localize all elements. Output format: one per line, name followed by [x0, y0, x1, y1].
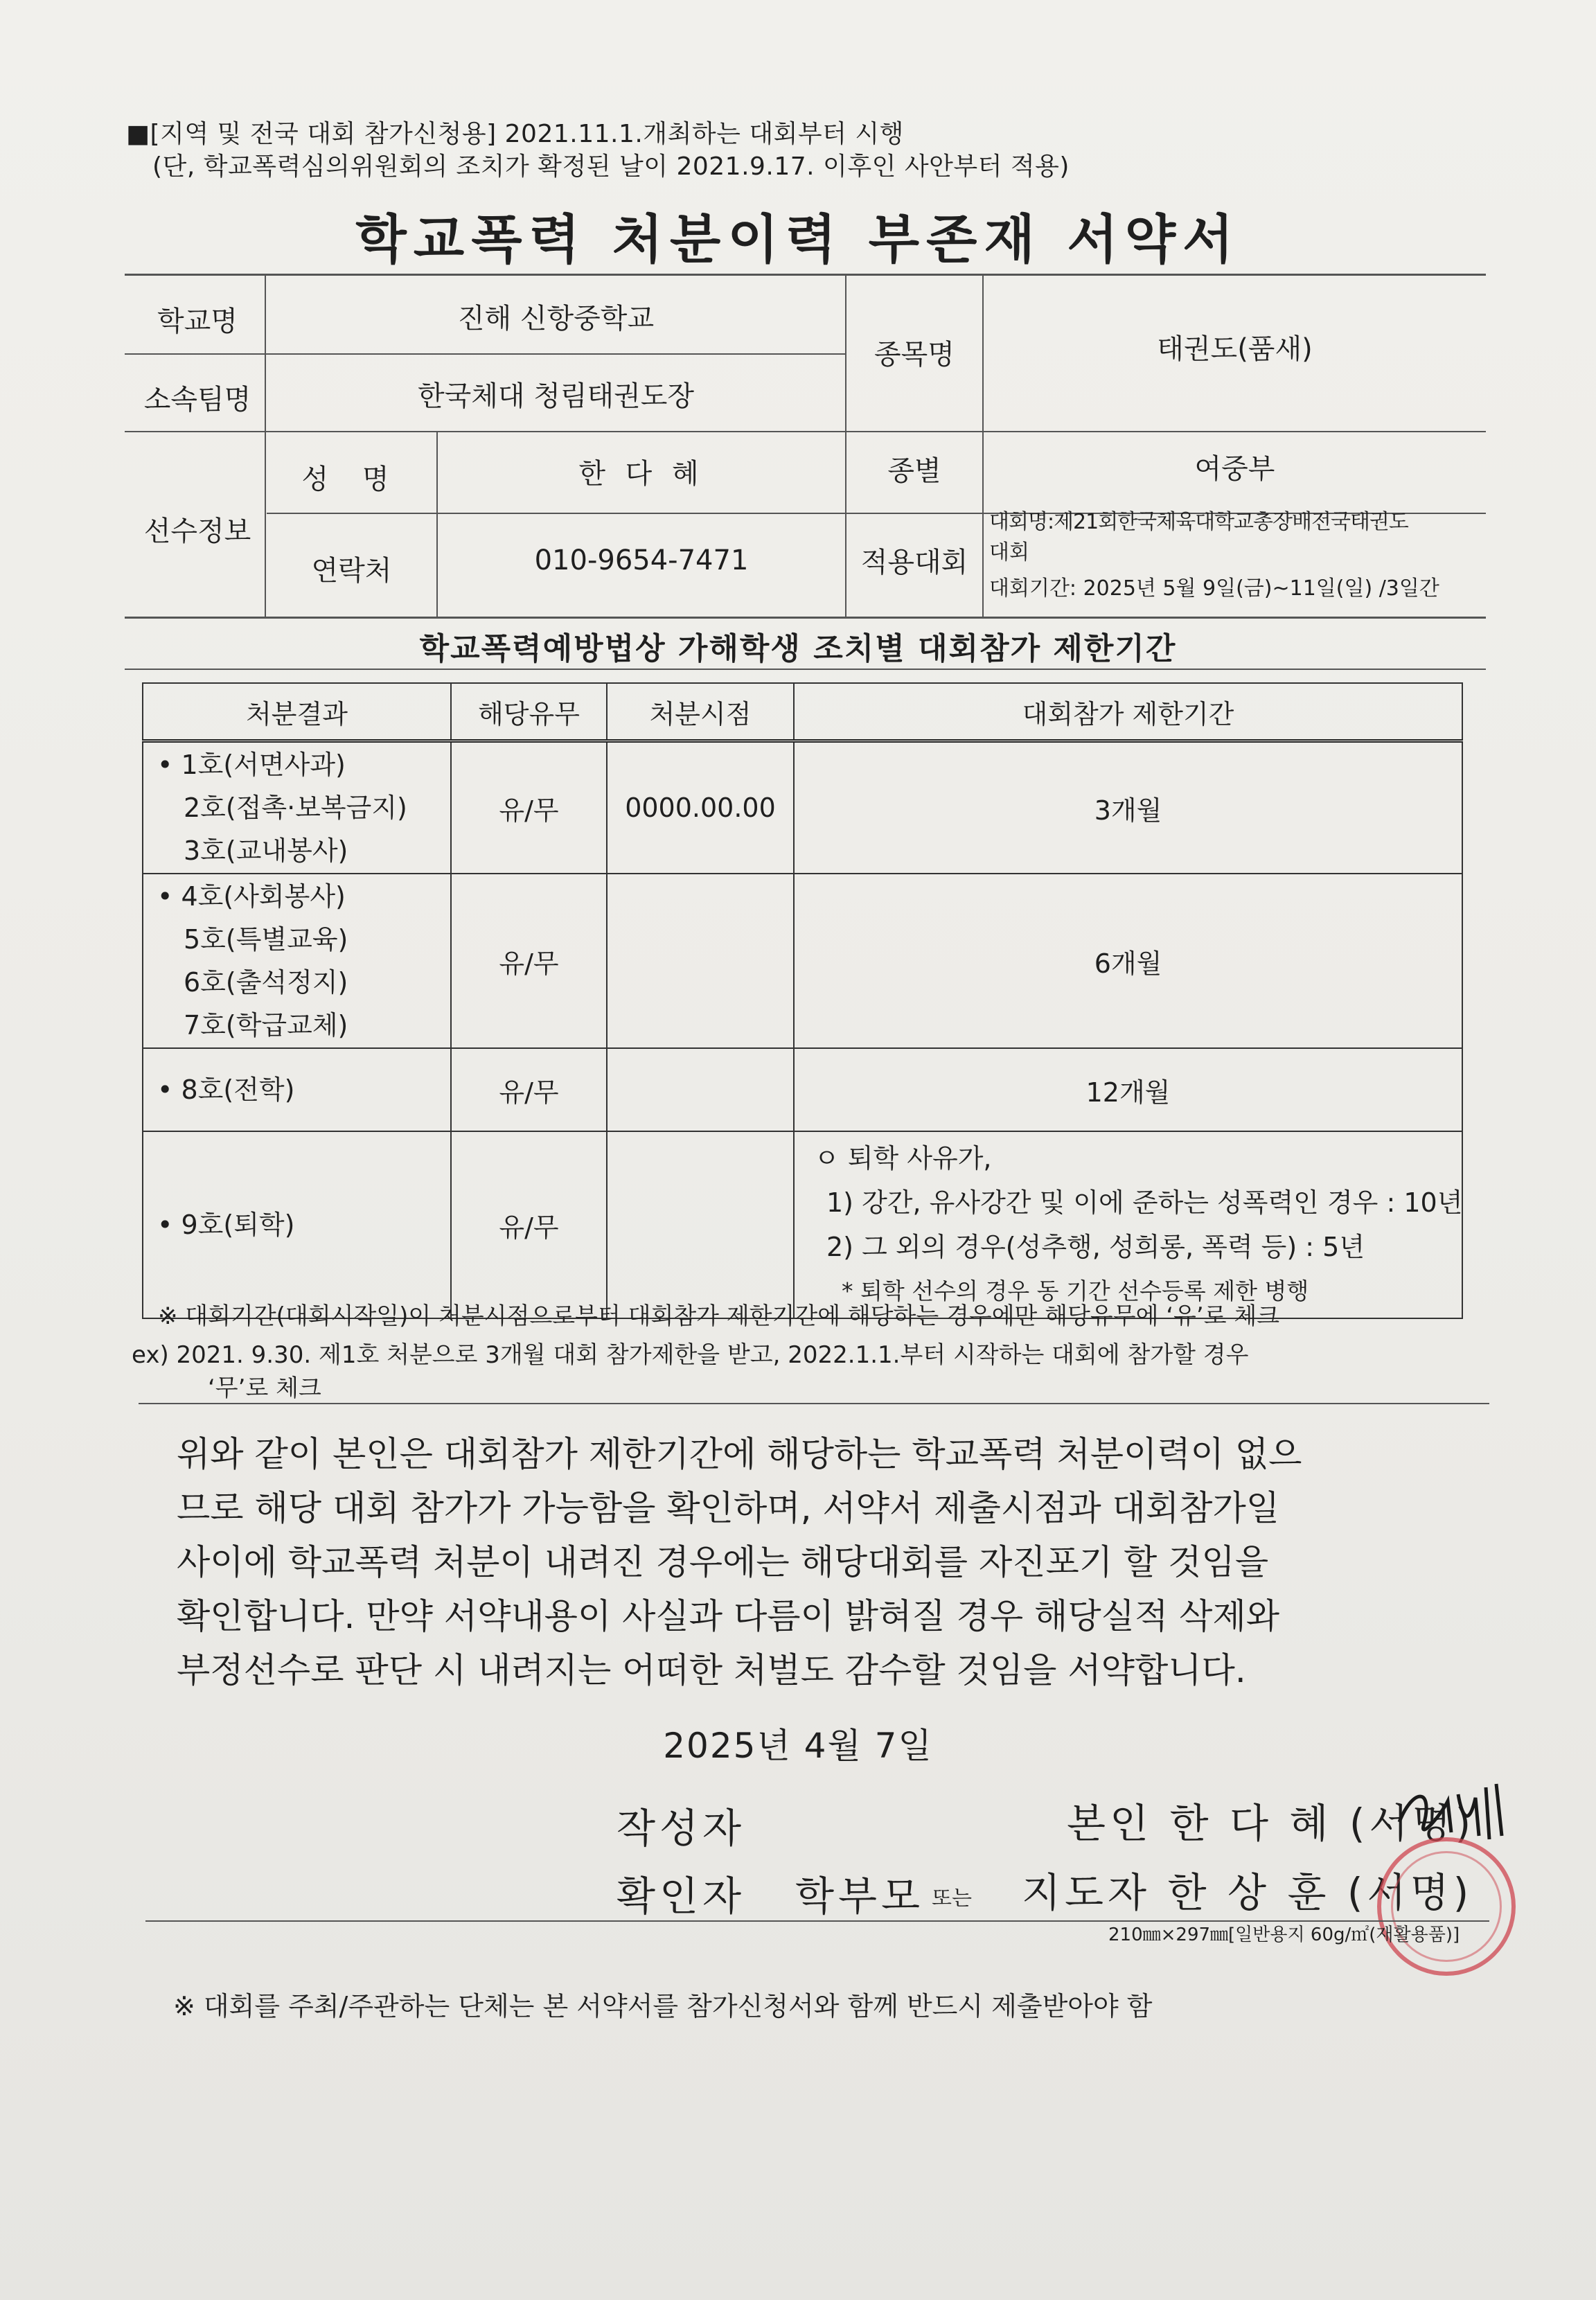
event-label: 종목명	[874, 339, 955, 371]
period-cell: 3개월	[794, 741, 1462, 874]
period-detail-line: ㅇ 퇴학 사유가,	[814, 1143, 992, 1174]
restriction-subtitle: 학교폭력예방법상 가해학생 조치별 대회참가 제한기간	[419, 631, 1177, 666]
result-item: • 1호(서면사과)	[157, 743, 450, 786]
result-cell	[143, 1048, 451, 1131]
pledge-line: 확인합니다. 만약 서약내용이 사실과 다름이 밝혀질 경우 해당실적 삭제와	[177, 1596, 1280, 1636]
table-row	[143, 1131, 1462, 1318]
footnote-3: ‘무’로 체크	[208, 1374, 321, 1402]
pledge-line: 사이에 학교폭력 처분이 내려진 경우에는 해당대회를 자진포기 할 것임을	[177, 1542, 1269, 1582]
table-header-row	[143, 683, 1462, 741]
applicable-cell: 유/무	[451, 874, 607, 1048]
period-detail-line: 2) 그 외의 경우(성추행, 성희롱, 폭력 등) : 5년	[826, 1232, 1365, 1262]
division-value: 여중부	[1194, 453, 1275, 485]
table-line	[125, 353, 845, 355]
period-detail-line: 1) 강간, 유사강간 및 이에 준하는 성폭력인 경우 : 10년	[826, 1187, 1463, 1218]
result-item: 3호(교내봉사)	[184, 835, 348, 866]
pledge-text	[177, 1427, 1479, 1697]
period-cell: 12개월	[794, 1048, 1462, 1131]
confirm-role: 학부모	[795, 1873, 925, 1920]
header-note-line1: ■[지역 및 전국 대회 참가신청용] 2021.11.1.개최하는 대회부터 시행	[126, 120, 904, 148]
result-item: 5호(특별교육)	[184, 924, 348, 955]
competition-label: 적용대회	[860, 547, 968, 578]
team-label: 소속팀명	[143, 384, 251, 416]
player-info-label: 선수정보	[143, 515, 251, 547]
bottom-note: ※ 대회를 주최/주관하는 단체는 본 서약서를 참가신청서와 함께 반드시 제출받아야 함	[173, 1991, 1153, 2022]
header-note-line2: (단, 학교폭력심의위원회의 조치가 확정된 날이 2021.9.17. 이후인 사안부터 적용)	[152, 152, 1070, 181]
date-cell	[607, 1131, 794, 1318]
competition-name-line1: 대회명:제21회한국체육대학교총장배전국태권도	[989, 510, 1408, 534]
table-line	[125, 431, 1486, 432]
result-item: 6호(출석정지)	[184, 967, 348, 998]
competition-period: 대회기간: 2025년 5월 9일(금)~11일(일) /3일간	[989, 576, 1439, 601]
confirm-or: 또는	[932, 1886, 972, 1911]
date-cell	[607, 874, 794, 1048]
name-value: 한 다 혜	[578, 458, 704, 490]
contact-label: 연락처	[311, 555, 392, 587]
result-item: • 9호(퇴학)	[157, 1203, 450, 1246]
event-value: 태권도(품새)	[1157, 333, 1313, 365]
result-item: • 8호(전학)	[157, 1068, 450, 1111]
pledge-line: 므로 해당 대회 참가가 가능함을 확인하며, 서약서 제출시점과 대회참가일	[177, 1488, 1280, 1528]
name-label: 성 명	[301, 463, 402, 495]
author-value: 본인 한 다 혜 (서명)	[1067, 1800, 1475, 1847]
table-row	[143, 741, 1462, 874]
result-item: 7호(학급교체)	[184, 1010, 348, 1041]
paper-spec: 210㎜×297㎜[일반용지 60g/㎡(재활용품)]	[1108, 1925, 1460, 1945]
school-value: 진해 신항중학교	[457, 303, 655, 335]
confirm-label: 확인자	[617, 1873, 746, 1920]
result-cell	[143, 874, 451, 1048]
header-period: 대회참가 제한기간	[794, 683, 1462, 741]
table-line	[265, 274, 266, 617]
result-cell	[143, 741, 451, 874]
date-cell: 0000.00.00	[607, 741, 794, 874]
table-line	[982, 274, 984, 617]
pledge-line: 부정선수로 판단 시 내려지는 어떠한 처벌도 감수할 것임을 서약합니다.	[177, 1650, 1246, 1690]
divider	[125, 669, 1486, 670]
pledge-line: 위와 같이 본인은 대회참가 제한기간에 해당하는 학교폭력 처분이력이 없으	[177, 1434, 1302, 1474]
header-applicable: 해당유무	[451, 683, 607, 741]
result-item: 2호(접촉·보복금지)	[184, 793, 407, 823]
footnote-1: ※ 대회기간(대회시작일)이 처분시점으로부터 대회참가 제한기간에 해당하는 경우에만 해당유무에 ‘유’로 체크	[158, 1302, 1280, 1330]
result-item: • 4호(사회봉사)	[157, 875, 450, 918]
red-seal-stamp	[1377, 1837, 1516, 1976]
team-value: 한국체대 청림태권도장	[417, 380, 695, 412]
table-row	[143, 1048, 1462, 1131]
applicable-cell: 유/무	[451, 1048, 607, 1131]
table-row	[143, 874, 1462, 1048]
restriction-table	[142, 682, 1462, 1306]
pledge-date: 2025년 4월 7일	[663, 1726, 933, 1766]
result-cell	[143, 1131, 451, 1318]
header-result: 처분결과	[143, 683, 451, 741]
header-date: 처분시점	[607, 683, 794, 741]
date-cell	[607, 1048, 794, 1131]
division-label: 종별	[887, 455, 941, 487]
applicable-cell: 유/무	[451, 741, 607, 874]
table-line	[125, 617, 1486, 619]
author-label: 작성자	[617, 1805, 746, 1852]
competition-name-line2: 대회	[989, 540, 1029, 565]
contact-value: 010-9654-7471	[534, 545, 749, 576]
divider	[139, 1403, 1489, 1404]
document-title: 학교폭력 처분이력 부존재 서약서	[355, 209, 1241, 270]
school-label: 학교명	[157, 306, 238, 337]
period-detail-cell	[794, 1131, 1462, 1318]
period-detail-line: * 퇴학 선수의 경우 동 기간 선수등록 제한 병행	[842, 1277, 1309, 1304]
period-cell: 6개월	[794, 874, 1462, 1048]
applicable-cell: 유/무	[451, 1131, 607, 1318]
footnote-2: ex) 2021. 9.30. 제1호 처분으로 3개월 대회 참가제한을 받고, 2022.1.1.부터 시작하는 대회에 참가할 경우	[132, 1341, 1249, 1369]
confirm-value: 지도자 한 상 훈 (서명)	[1022, 1869, 1473, 1916]
table-border-top	[125, 274, 1486, 276]
